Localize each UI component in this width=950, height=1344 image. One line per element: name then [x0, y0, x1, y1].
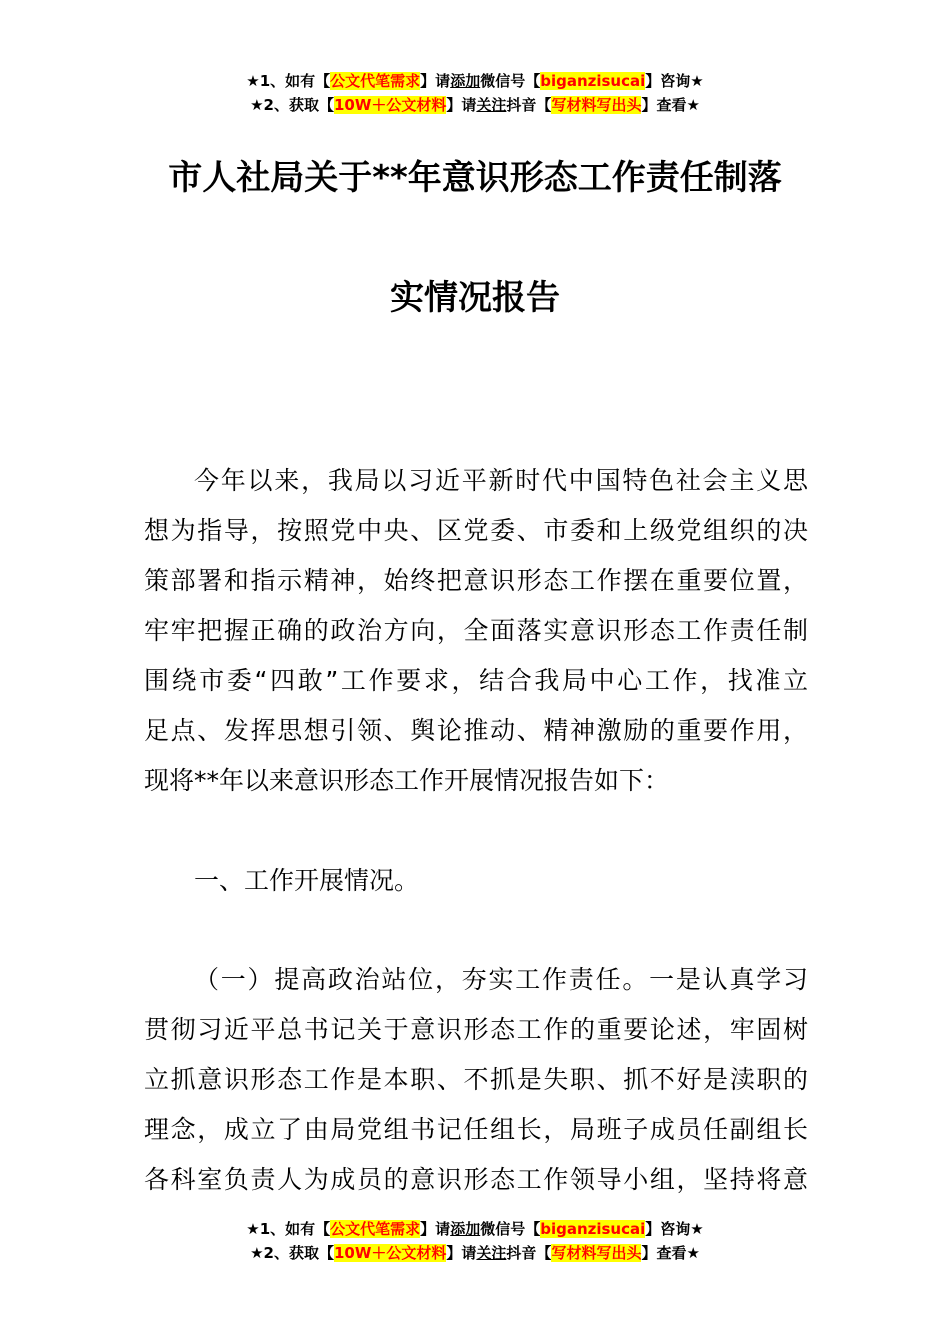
paragraph-line: 足点、发挥思想引领、舆论推动、精神激励的重要作用， [144, 716, 808, 745]
highlight-douyin: 写材料写出头 [551, 96, 642, 114]
banner-text: 微信号【 [480, 1220, 541, 1238]
paragraph-line: 各科室负责人为成员的意识形态工作领导小组，坚持将意 [144, 1165, 808, 1194]
footer-banner-line-1 [0, 1217, 950, 1241]
banner-text: ★1、如有【 [246, 1220, 331, 1238]
banner-text: ★2、获取【 [250, 1244, 334, 1262]
banner-text: ★1、如有【 [246, 72, 331, 90]
highlight-service: 公文代笔需求 [330, 1220, 421, 1238]
highlight-materials: 10W＋公文材料 [333, 1244, 447, 1262]
paragraph-line: 想为指导，按照党中央、区党委、市委和上级党组织的决 [144, 516, 808, 545]
highlight-wechat-id: biganzisucai [540, 72, 646, 90]
banner-text: 】咨询★ [645, 1220, 704, 1238]
banner-text: 】请 [420, 1220, 451, 1238]
paragraph-line: 贯彻习近平总书记关于意识形态工作的重要论述，牢固树 [144, 1015, 808, 1044]
paragraph-line: 牢牢把握正确的政治方向，全面落实意识形态工作责任制 [144, 616, 808, 645]
header-banner [0, 69, 950, 117]
header-banner-line-1 [0, 69, 950, 93]
banner-text: 】请 [420, 72, 451, 90]
header-banner-line-2 [0, 93, 950, 117]
document-title-line-2: 实情况报告 [390, 278, 560, 318]
highlight-materials: 10W＋公文材料 [333, 96, 447, 114]
footer-banner [0, 1217, 950, 1265]
banner-text: 】查看★ [641, 1244, 700, 1262]
document-title-line-1: 市人社局关于**年意识形态工作责任制落 [168, 158, 782, 198]
banner-text: 】查看★ [641, 96, 700, 114]
banner-underlined-text: 添加 [450, 72, 481, 90]
paragraph-line: （一）提高政治站位，夯实工作责任。一是认真学习 [194, 965, 808, 994]
banner-text: 】请 [446, 1244, 477, 1262]
banner-underlined-text: 关注 [476, 1244, 507, 1262]
section-paragraph [144, 955, 808, 1205]
banner-text: ★2、获取【 [250, 96, 334, 114]
paragraph-line: 立抓意识形态工作是本职、不抓是失职、抓不好是渎职的 [144, 1065, 808, 1094]
banner-underlined-text: 关注 [476, 96, 507, 114]
footer-banner-line-2 [0, 1241, 950, 1265]
paragraph-line: 围绕市委“四敢”工作要求，结合我局中心工作，找准立 [144, 666, 808, 695]
paragraph-line: 今年以来，我局以习近平新时代中国特色社会主义思 [194, 466, 808, 495]
banner-text: 】咨询★ [645, 72, 704, 90]
banner-text: 抖音【 [506, 1244, 552, 1262]
section-heading: 一、工作开展情况。 [194, 866, 420, 895]
banner-text: 抖音【 [506, 96, 552, 114]
highlight-douyin: 写材料写出头 [551, 1244, 642, 1262]
paragraph-line: 策部署和指示精神，始终把意识形态工作摆在重要位置， [144, 566, 808, 595]
banner-text: 】请 [446, 96, 477, 114]
highlight-service: 公文代笔需求 [330, 72, 421, 90]
highlight-wechat-id: biganzisucai [540, 1220, 646, 1238]
intro-paragraph [144, 456, 808, 806]
banner-text: 微信号【 [480, 72, 541, 90]
banner-underlined-text: 添加 [450, 1220, 481, 1238]
paragraph-line: 理念，成立了由局党组书记任组长，局班子成员任副组长 [144, 1115, 808, 1144]
paragraph-line: 现将**年以来意识形态工作开展情况报告如下： [144, 766, 670, 795]
